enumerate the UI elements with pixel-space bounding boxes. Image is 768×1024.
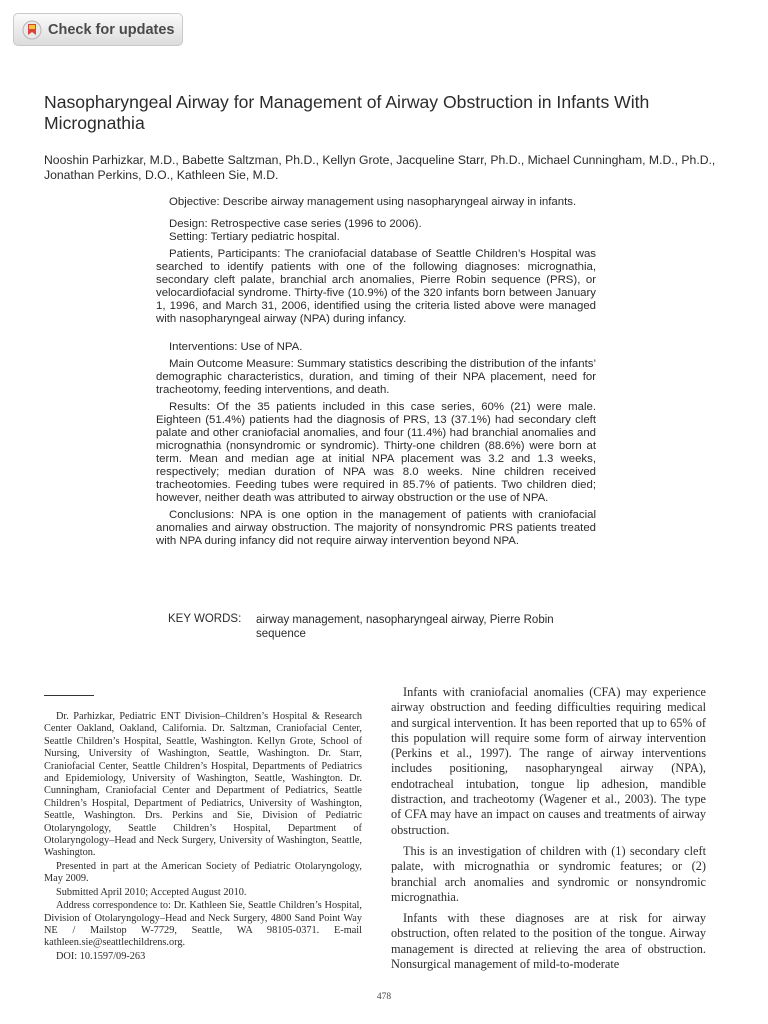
footnote-doi: DOI: 10.1597/09-263 [56,950,146,962]
footnote-affiliations: Dr. Parhizkar, Pediatric ENT Division–Children’s Hospital & Research Center Oakland, Oakland, California. Dr. Saltzman, Craniofacial Center, Seattle Children’s Hospital, Seattle, Washington. Kellyn Grote, School of Nursing, University of Washington, Seattle, Washington. Dr. Starr, Craniofacial Center, Seattle Children’s Hospital, Departments of Pediatrics and Epidemiology, University of Washington, Seattle, Washington. Dr. Cunningham, Craniofacial Center and Department of Pediatrics, Seattle Children’s Hospital, Department of Pediatrics, University of Washington, Seattle, Washington. Drs. Perkins and Sie, Division of Pediatric Otolaryngology, Seattle Children’s Hospital, Department of Otolaryngology–Head and Neck Surgery, University of Washington, Seattle, Washington. [44,711,362,859]
article-title: Nasopharyngeal Airway for Management of Airway Obstruction in Infants With Micrognathia [44,92,650,133]
body-text [391,685,706,972]
keywords-label: KEY WORDS: [168,613,242,625]
page-number: 478 [376,992,392,1002]
abstract-conclusions: Conclusions: NPA is one option in the management of patients with craniofacial anomalies and airway obstruction. The majority of nonsyndromic PRS patients treated with NPA during infancy did not require airway intervention beyond NPA. [156,509,596,547]
abstract-setting: Setting: Tertiary pediatric hospital. [169,231,340,243]
footnote-divider [44,695,94,696]
abstract-results: Results: Of the 35 patients included in this case series, 60% (21) were male. Eighteen (51.4%) patients had the diagnosis of PRS, 13 (37.1%) had secondary cleft palate and other craniofacial anomalies, and four (11.4%) had branchial anomalies and micrognathia (nonsyndromic or syndromic). Thirty-one children (88.6%) were born at term. Mean and median age at initial NPA placement was 3.2 and 1.3 weeks, respectively; median duration of NPA was 8.0 weeks. Nine children received tracheotomies. Feeding tubes were required in 85.7% of patients. Two children died; however, neither death was attributed to airway obstruction or the use of NPA. [156,401,596,504]
abstract-objective: Objective: Describe airway management using nasopharyngeal airway in infants. [169,196,577,208]
abstract [156,196,596,548]
crossmark-icon [22,20,42,40]
abstract-outcome: Main Outcome Measure: Summary statistics describing the distribution of the infants’ demographic characteristics, duration, and timing of their NPA placement, need for tracheotomy, feeding interventions, and death. [156,358,596,396]
abstract-patients: Patients, Participants: The craniofacial database of Seattle Children’s Hospital was searched to identify patients with one of the following diagnoses: micrognathia, secondary cleft palate, branchial arch anomalies, Pierre Robin sequence (PRS), or velocardiofacial syndrome. Thirty-five (10.9%) of the 320 infants born between January 1, 1996, and March 31, 2006, identified using the criteria listed above were managed with nasopharyngeal airway (NPA) during infancy. [156,248,596,325]
author-list: Nooshin Parhizkar, M.D., Babette Saltzman, Ph.D., Kellyn Grote, Jacqueline Starr, Ph.D., Michael Cunningham, M.D., Ph.D., Jonathan Perkins, D.O., Kathleen Sie, M.D. [44,153,716,182]
footnote-presented: Presented in part at the American Society of Pediatric Otolaryngology, May 2009. [44,860,362,885]
body-paragraph: Infants with these diagnoses are at risk for airway obstruction, often related to the position of the tongue. Airway management is directed at relieving the area of obstruction. Nonsurgical management of mild-to-moderate [391,911,706,972]
check-for-updates-label: Check for updates [48,21,175,38]
abstract-interventions: Interventions: Use of NPA. [169,341,303,353]
abstract-design: Design: Retrospective case series (1996 to 2006). [169,218,422,230]
body-paragraph: Infants with craniofacial anomalies (CFA) may experience airway obstruction and feeding difficulties requiring medical and surgical intervention. It has been reported that up to 65% of this population will require some form of airway intervention (Perkins et al., 1997). The range of airway interventions includes positioning, nasopharyngeal airway (NPA), endotracheal intubation, tongue lip adhesion, mandible distraction, and tracheotomy (Wagener et al., 2003). The type of CFA may have an impact on causes and treatments of airway obstruction. [391,685,706,837]
check-for-updates-button[interactable] [13,13,183,46]
footnotes [44,711,362,963]
footnote-submitted: Submitted April 2010; Accepted August 2010. [56,886,247,898]
keywords-text: airway management, nasopharyngeal airway, Pierre Robin sequence [256,614,554,640]
body-paragraph: This is an investigation of children with (1) secondary cleft palate, with micrognathia or syndromic features; or (2) branchial arch anomalies and syndromic or nonsyndromic micrognathia. [391,843,706,904]
footnote-correspondence: Address correspondence to: Dr. Kathleen Sie, Seattle Children’s Hospital, Division of Otolaryngology–Head and Neck Surgery, 4800 Sand Point Way NE / Mailstop W-7729, Seattle, WA 98105-0371. E-mail kathleen.sie@seattlechildrens.org. [44,900,362,949]
